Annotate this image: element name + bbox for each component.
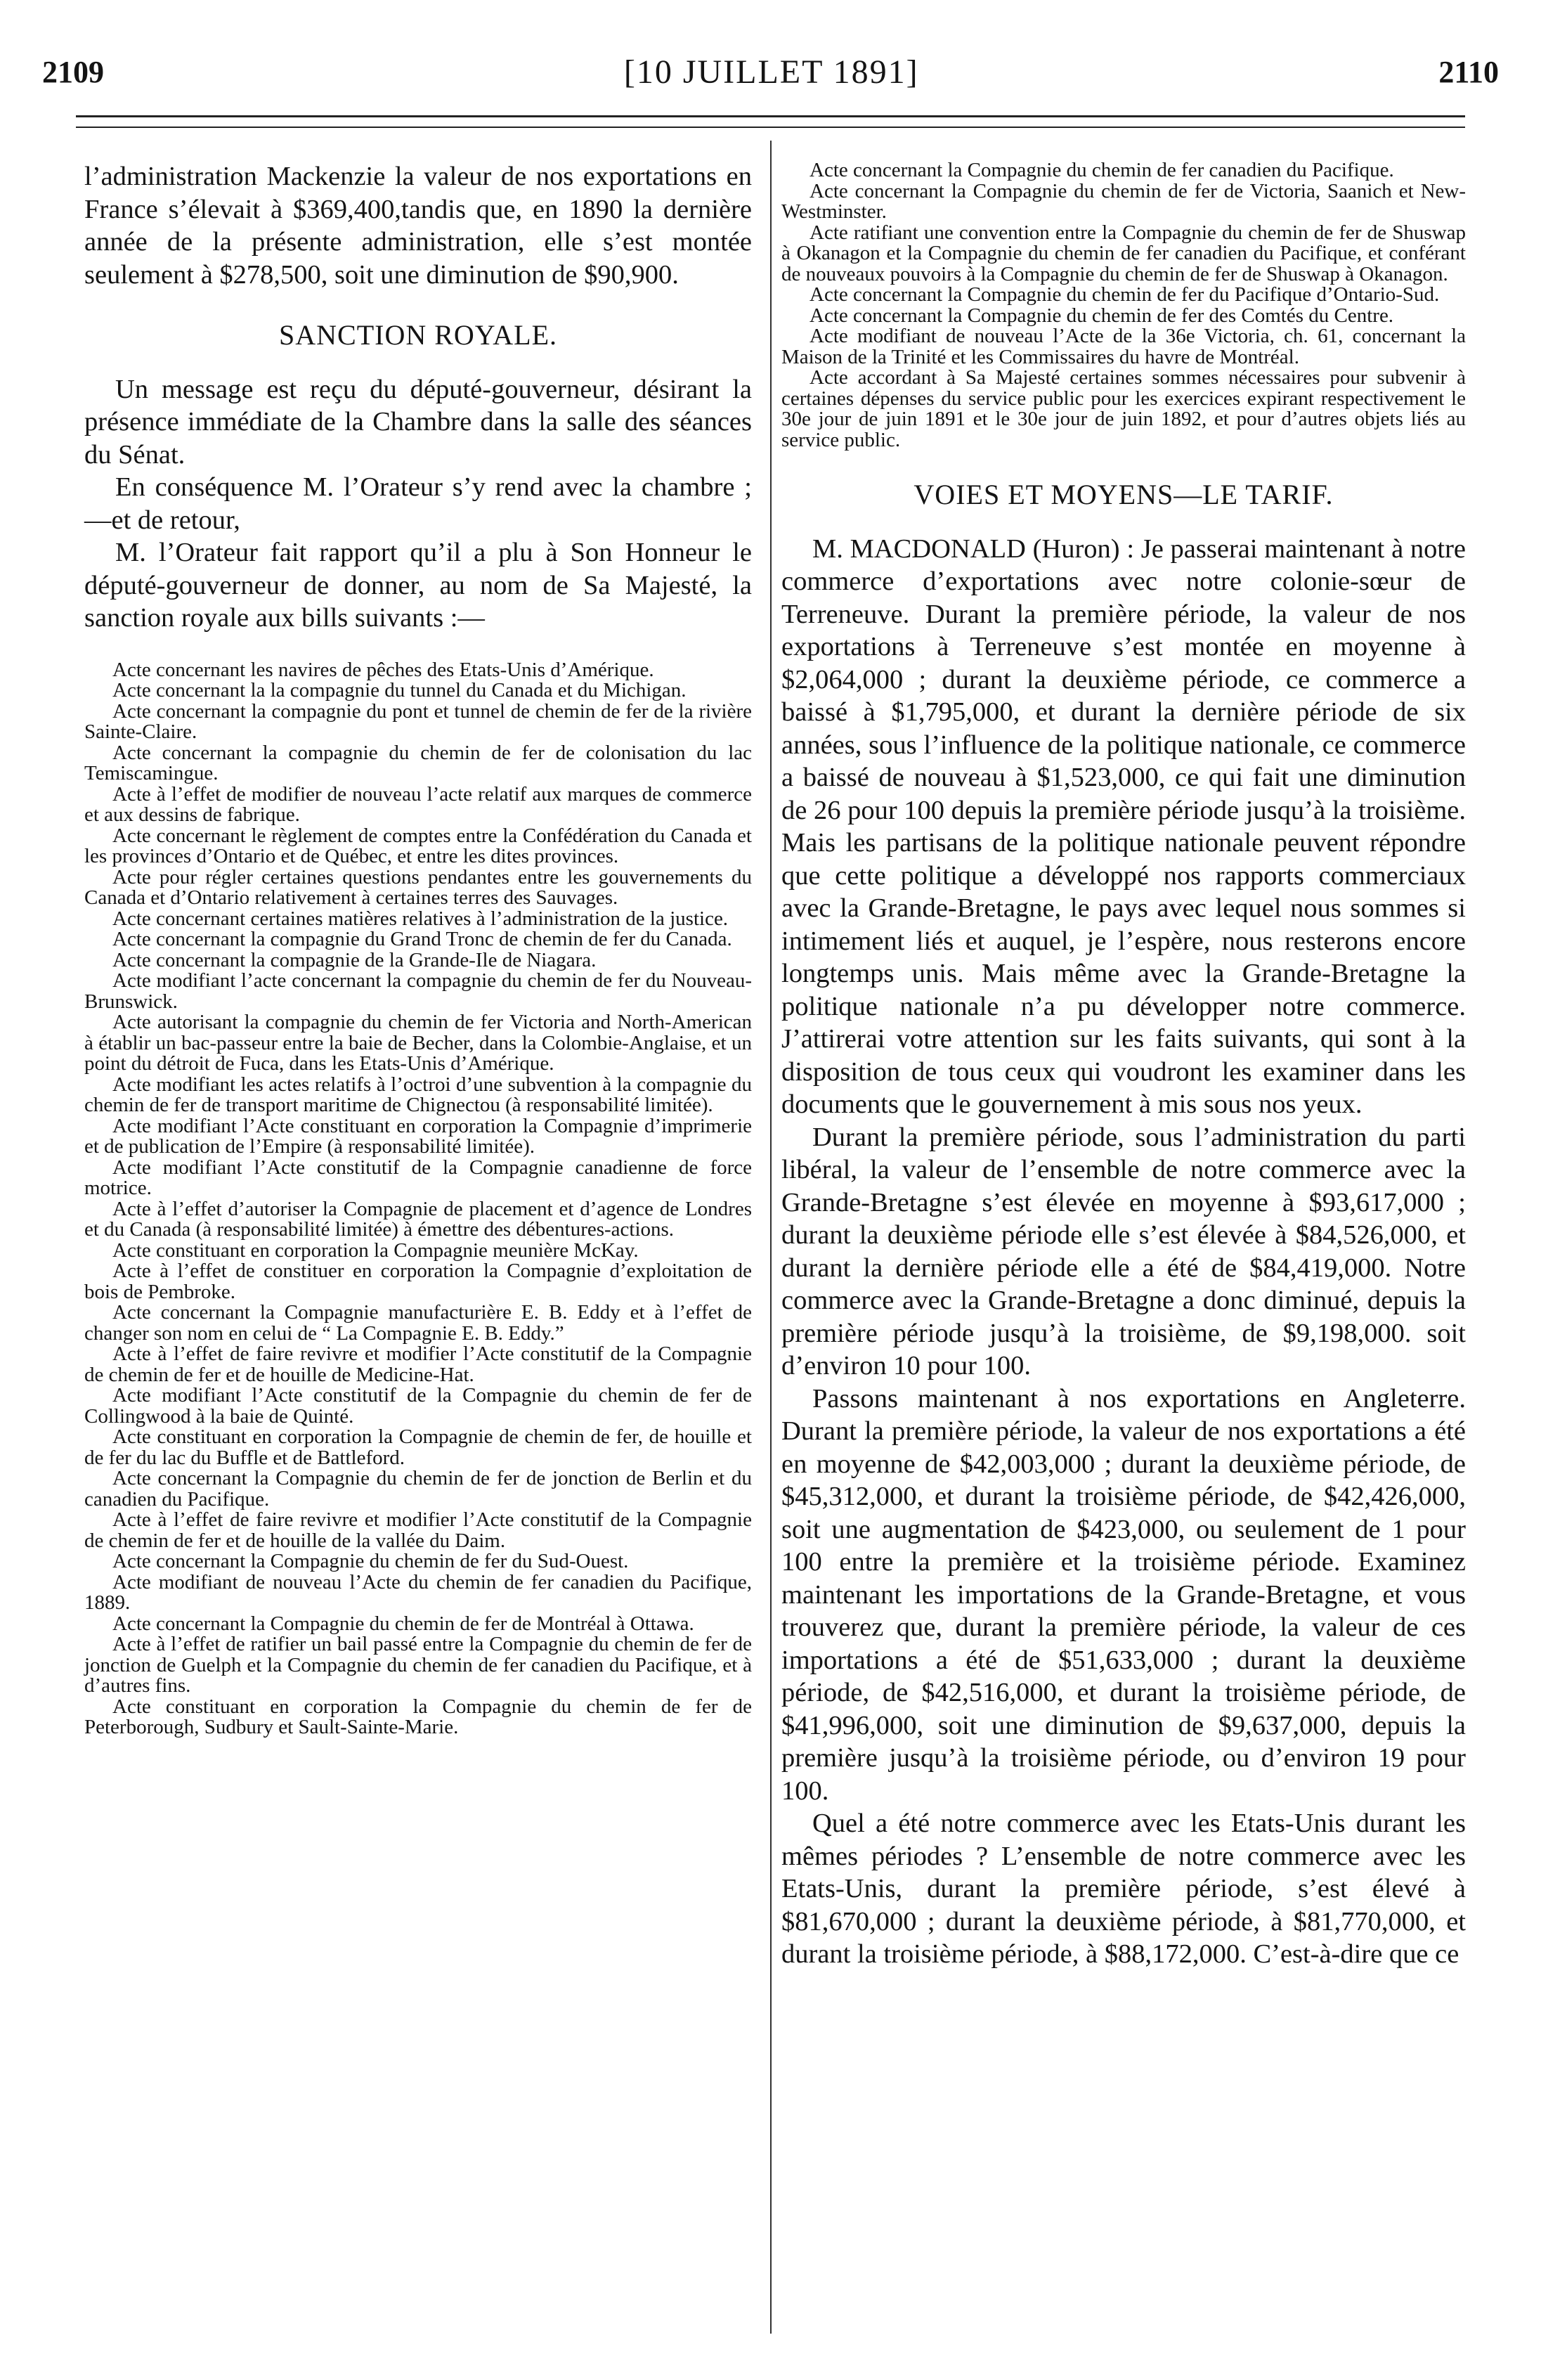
act-item: Acte concernant la Compagnie manufacturière E. B. Eddy et à l’effet de changer son nom en celui de “ La Compagnie E. B. Eddy.” (84, 1301, 752, 1345)
act-item: Acte concernant la Compagnie du chemin de fer du Pacifique d’Ontario-Sud. (809, 283, 1440, 306)
act-item: Acte concernant la la compagnie du tunnel du Canada et du Michigan. (112, 679, 687, 701)
act-item: Acte ratifiant une convention entre la Compagnie du chemin de fer de Shuswap à Okanagon et la Compagnie du chemin de fer canadien du Pacifique, et conférant de nouveaux pouvoirs à la Compagnie du chemin de fer de Shuswap à Okanagon. (781, 221, 1466, 285)
act-item: Acte modifiant de nouveau l’Acte de la 36e Victoria, ch. 61, concernant la Maison de la Trinité et les Commissaires du havre de Montréal. (781, 325, 1466, 368)
paragraph: M. l’Orateur fait rapport qu’il a plu à Son Honneur le député-gouverneur de donner, au nom de Sa Majesté, la sanction royale aux bills suivants :— (84, 538, 752, 633)
act-item: Acte concernant la Compagnie du chemin de fer de Victoria, Saanich et New-Westminster. (781, 179, 1466, 223)
act-item: Acte concernant la Compagnie du chemin de fer canadien du Pacifique. (809, 159, 1394, 181)
page-date: [10 JUILLET 1891] (623, 53, 919, 91)
act-item: Acte modifiant l’Acte constituant en corporation la Compagnie d’imprimerie et de publication de l’Empire (à responsabilité limitée). (84, 1114, 752, 1158)
acts-list-right (781, 160, 1466, 451)
intro-paragraph: l’administration Mackenzie la valeur de nos exportations en France s’élevait à $369,400,tandis que, en 1890 la dernière année de la présente administration, elle s’est montée seulement à $278,500, soit une diminution de $90,900. (84, 162, 752, 290)
speech-paragraph (781, 533, 1466, 1121)
act-item: Acte concernant la Compagnie du chemin de fer de Montréal à Ottawa. (112, 1612, 694, 1635)
page-header (42, 44, 1499, 100)
speech-text: (Huron) : Je passerai maintenant à notre commerce d’exportations avec notre colonie-sœur de Terreneuve. Durant la première période, la valeur de nos exportations à Terreneuve s’est montée en moyenne à $2,064,000 ; durant la deuxième période, ce commerce a baissé à $1,795,000, et durant la dernière période de six années, sous l’influence de la politique nationale, ce commerce a baissé de nouveau à $1,523,000, ce qui fait une diminution de 26 pour 100 depuis la première période jusqu’à la troisième. Mais les partisans de la politique nationale peuvent répondre que cette politique a développé nos rapports commerciaux avec la Grande-Bretagne, le pays avec lequel nous sommes si intimement liés et auquel, je l’espère, nous resterons encore longtemps unis. Mais même avec la Grande-Bretagne la politique nationale n’a pu développer notre commerce. J’attirerai votre attention sur les faits suivants, qui sont à la disposition de tous ceux qui voudront les examiner dans les documents que le gouvernement à mis sous nos yeux. (781, 533, 1466, 1119)
act-item: Acte concernant les navires de pêches des Etats-Unis d’Amérique. (112, 658, 654, 681)
act-item: Acte accordant à Sa Majesté certaines sommes nécessaires pour subvenir à certaines dépenses du service public pour les exercices expirant respectivement le 30e jour de juin 1891 et le 30e jour de juin 1892, et pour d’autres objets liés au service public. (781, 366, 1466, 451)
page-number-left: 2109 (42, 54, 104, 89)
paragraph: Un message est reçu du député-gouverneur, désirant la présence immédiate de la Chambre dans la salle des séances du Sénat. (84, 374, 752, 470)
page-number-right: 2110 (1438, 54, 1499, 89)
act-item: Acte à l’effet de modifier de nouveau l’acte relatif aux marques de commerce et aux dessins de fabrique. (84, 782, 752, 826)
act-item: Acte modifiant de nouveau l’Acte du chemin de fer canadien du Pacifique, 1889. (84, 1570, 752, 1614)
paragraph: Quel a été notre commerce avec les Etats-Unis durant les mêmes périodes ? L’ensemble de notre commerce avec les Etats-Unis, durant la première période, s’est élevé à $81,670,000 ; durant la deuxième période, à $81,770,000, et durant la troisième période, à $88,172,000. C’est-à-dire que ce (781, 1809, 1466, 1969)
paragraph: Durant la première période, sous l’administration du parti libéral, la valeur de l’ensemble de notre commerce avec la Grande-Bretagne s’est élevée en moyenne à $93,617,000 ; durant la deuxième période elle s’est élevée à $84,526,000, et durant la dernière période elle a été de $84,419,000. Notre commerce avec la Grande-Bretagne a donc diminué, depuis la première période jusqu’à la troisième, de $9,198,000. soit d’environ 10 pour 100. (781, 1122, 1466, 1380)
section-heading-voies-et-moyens: VOIES ET MOYENS—LE TARIF. (913, 479, 1334, 510)
act-item: Acte concernant la compagnie du pont et tunnel de chemin de fer de la rivière Sainte-Claire. (84, 699, 752, 743)
act-item: Acte autorisant la compagnie du chemin de fer Victoria and North-American à établir un bac-passeur entre la baie de Becher, dans la Colombie-Anglaise, et un point du détroit de Fuca, dans les Etats-Unis d’Amérique. (84, 1011, 752, 1075)
section-heading-sanction: SANCTION ROYALE. (279, 319, 557, 351)
act-item: Acte modifiant les actes relatifs à l’octroi d’une subvention à la compagnie du chemin de fer de transport maritime de Chignectou (à responsabilité limitée). (84, 1073, 752, 1116)
header-rule-secondary (76, 127, 1465, 128)
speaker-name: M. MACDONALD (812, 533, 1026, 564)
column-divider (770, 141, 772, 2334)
right-body (781, 479, 1466, 1971)
act-item: Acte concernant la Compagnie du chemin de fer de jonction de Berlin et du canadien du Pacifique. (84, 1467, 752, 1511)
act-item: Acte à l’effet de ratifier un bail passé entre la Compagnie du chemin de fer de jonction de Guelph et la Compagnie du chemin de fer canadien du Pacifique, et à d’autres fins. (84, 1633, 752, 1697)
act-item: Acte concernant la compagnie de la Grande-Ile de Niagara. (112, 948, 597, 971)
paragraph: Passons maintenant à nos exportations en Angleterre. Durant la première période, la valeur de nos exportations a été en moyenne de $42,003,000 ; durant la deuxième période, de $45,312,000, et durant la troisième période, de $42,426,000, soit une augmentation de $423,000, ou seulement de 1 pour 100 entre la première et la troisième période. Examinez maintenant les importations de la Grande-Bretagne, et vous trouverez que, durant la première période, la valeur de ces importations a été de $51,633,000 ; durant la deuxième période, de $42,516,000, et durant la troisième période, de $41,996,000, soit une diminution de $9,637,000, depuis la première jusqu’à la troisième période, ou d’environ 19 pour 100. (781, 1383, 1466, 1806)
act-item: Acte constituant en corporation la Compagnie de chemin de fer, de houille et de fer du lac du Buffle et de Battleford. (84, 1425, 752, 1469)
act-item: Acte constituant en corporation la Compagnie meunière McKay. (112, 1238, 639, 1262)
act-item: Acte à l’effet d’autoriser la Compagnie de placement et d’agence de Londres et du Canada (à responsabilité limitée) à émettre des débentures-actions. (84, 1197, 752, 1241)
act-item: Acte concernant la Compagnie du chemin de fer des Comtés du Centre. (809, 304, 1394, 327)
left-column (84, 160, 752, 1738)
acts-list-left (84, 660, 752, 1738)
act-item: Acte constituant en corporation la Compagnie du chemin de fer de Peterborough, Sudbury et Sault-Sainte-Marie. (84, 1695, 752, 1738)
paragraph: En conséquence M. l’Orateur s’y rend avec la chambre ;—et de retour, (84, 472, 752, 535)
left-body (84, 160, 752, 635)
right-column (781, 160, 1466, 1971)
header-rule (76, 115, 1465, 117)
act-item: Acte concernant la compagnie du Grand Tronc de chemin de fer du Canada. (112, 928, 732, 950)
act-item: Acte modifiant l’acte concernant la compagnie du chemin de fer du Nouveau-Brunswick. (84, 969, 752, 1013)
act-item: Acte concernant certaines matières relatives à l’administration de la justice. (112, 907, 729, 930)
act-item: Acte concernant la compagnie du chemin de fer de colonisation du lac Temiscamingue. (84, 741, 752, 784)
act-item: Acte pour régler certaines questions pendantes entre les gouvernements du Canada et d’Ontario relativement à certaines terres des Sauvages. (84, 865, 752, 909)
act-item: Acte à l’effet de constituer en corporation la Compagnie d’exploitation de bois de Pembroke. (84, 1260, 752, 1303)
act-item: Acte à l’effet de faire revivre et modifier l’Acte constitutif de la Compagnie de chemin de fer et de houille de la vallée du Daim. (84, 1508, 752, 1552)
act-item: Acte modifiant l’Acte constitutif de la Compagnie canadienne de force motrice. (84, 1156, 752, 1199)
act-item: Acte concernant la Compagnie du chemin de fer du Sud-Ouest. (112, 1550, 629, 1572)
act-item: Acte modifiant l’Acte constitutif de la Compagnie du chemin de fer de Collingwood à la baie de Quinté. (84, 1384, 752, 1428)
act-item: Acte à l’effet de faire revivre et modifier l’Acte constitutif de la Compagnie de chemin de fer et de houille de Medicine-Hat. (84, 1343, 752, 1386)
act-item: Acte concernant le règlement de comptes entre la Confédération du Canada et les provinces d’Ontario et de Québec, et entre les dites provinces. (84, 824, 752, 867)
